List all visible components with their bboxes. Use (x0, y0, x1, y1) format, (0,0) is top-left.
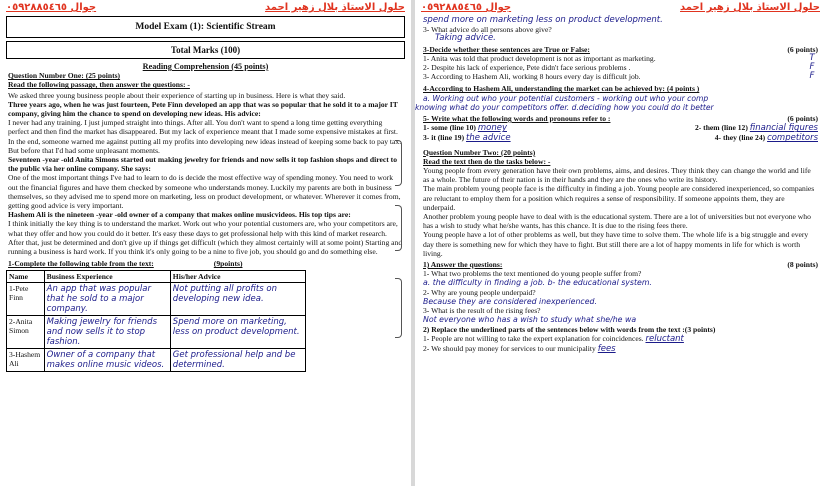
handwritten-answer: Because they are considered inexperienced. (423, 296, 597, 306)
header-experience: Business Experience (44, 271, 170, 283)
q5-answer: financial figures (749, 123, 818, 134)
total-marks: Total Marks (100) (6, 41, 405, 59)
passage-p3: I never had any training. I just jumped straight into things. After all. You don't want to spend a long time getting everything perfect and then find the market has disappeared. But my lack of experience meant that I made some expensive mistakes at first. In the end, someone warned me against putting all my profits into developing new ideas instead of keeping some back to pay tax. But before that I'd had some unpleasant moments. (8, 118, 402, 155)
row-name: 3-Hashem Ali (7, 349, 45, 372)
passage-p5: One of the most important things I've had to learn to do is decide the most effective way of spending money. You need to work out the financial figures and have them checked by someone who understands money. Luckily my parents are both in business themselves, so they advised me to spend more on marketing, less on product development, or whatever. Wherever it comes from, getting good advice is very important. (8, 173, 401, 211)
question-5: 5- Write what the following words and pronouns refer to : (423, 114, 611, 124)
row-advice: Spend more on marketing, less on product development. (170, 316, 305, 349)
tf-statement: 1- Anita was told that product development is not as important as marketing. (423, 53, 656, 63)
teacher-name: حلول الاستاذ بلال زهير احمد (680, 2, 820, 13)
answer-question: 1- What two problems the text mentioned do young people suffer from? (423, 269, 642, 279)
handwritten-answer: Not everyone who has a wish to study what she/he wa (423, 315, 637, 325)
passage-p4: Seventeen -year -old Anita Simons started out making jewelry for friends and now sells it top fashion shops and direct to the public via her online company. She says: (8, 155, 397, 174)
margin-bracket (395, 278, 402, 338)
passage-p1: We asked three young business people about their experience of starting up in business. Here is what they said. (8, 90, 346, 100)
q5-row (423, 133, 818, 143)
margin-bracket (395, 205, 402, 251)
answer-question: 3- What is the result of the rising fees? (423, 306, 541, 316)
row-name: 1-Pete Finn (7, 283, 45, 316)
replace-sentence: 1- People are not willing to take the expert explanation for coincidences. (423, 333, 644, 343)
table-question (8, 259, 403, 268)
margin-bracket (395, 140, 402, 186)
q5-label: 2- them (line 12) (694, 123, 748, 133)
phone-number: جوال ٠٥٩٢٨٨٥٤٦٥ (421, 2, 512, 13)
answer-question: 2- Why are young people underpaid? (423, 287, 536, 297)
q2-title: Question Number Two: (20 points) (423, 147, 536, 157)
row-name: 2-Anita Simon (7, 316, 45, 349)
experience-table (6, 270, 306, 372)
tf-title-row (423, 45, 818, 54)
answer-points: (8 points) (787, 260, 818, 270)
question-4: 4-According to Hashem Ali, understanding the market can be achieved by: (4 points ) (423, 84, 700, 94)
tf-title: 3-Decide whether these sentences are True or False: (423, 44, 590, 54)
replace-item (423, 344, 818, 354)
tf-answer: F (809, 71, 815, 82)
q1-instruction: Read the following passage, then answer the questions: - (8, 80, 190, 90)
q5-label: 1- some (line 10) (423, 123, 476, 133)
replace-answer: reluctant (645, 333, 684, 344)
phone-number: جوال ٠٥٩٢٨٨٥٤٦٥ (6, 2, 97, 13)
right-page (415, 0, 826, 486)
q5-title-row (423, 114, 818, 123)
row-experience: An app that was popular that he sold to a major company. (44, 283, 170, 316)
replace-title: 2) Replace the underlined parts of the sentences below with words from the text :(3 points) (423, 324, 716, 334)
tf-statement: 2- Despite his lack of experience, Pete didn't face serious problems . (423, 63, 631, 73)
tf-points: (6 points) (787, 44, 818, 54)
tf-answer: F (809, 62, 815, 73)
q5-item (423, 123, 507, 133)
handwritten-answer: Taking advice. (435, 33, 496, 44)
q1-title: Question Number One: (25 points) (8, 71, 121, 81)
teacher-name: حلول الاستاذ بلال زهير احمد (265, 2, 405, 13)
row-advice: Not putting all profits on developing new idea. (170, 283, 305, 316)
handwritten-answer: spend more on marketing less on product development. (423, 15, 663, 25)
table-question-text: 1-Complete the following table from the text: (8, 259, 154, 269)
row-experience: Making jewelry for friends and now sells it to stop fashion. (44, 316, 170, 349)
handwritten-answer: a. the difficulty in finding a job. b- the educational system. (423, 278, 652, 288)
header-advice: His/her Advice (170, 271, 305, 283)
question-3: 3- What advice do all persons above give? (423, 25, 552, 35)
passage-p7: I think initially the key thing is to understand the market. Work out who your potential customers are, who your competitors are, what they offer and how you could do it better. It's easy these days to get professional help with this kind of market research. After that, just be determined and don't give up if things get difficult (which they almost certainly will at some point) Starting and running a business is hard work. If you think it's only going to be a nine to five job, you should go and do something else. (8, 219, 403, 257)
answer-title-row (423, 260, 818, 269)
tf-item (423, 63, 818, 72)
passage-r1: Young people from every generation have their own problems, aims, and desires. They think they can change the world and life as a whole. The future of their nation is in their hands and they are the ones who write its history. (423, 166, 811, 185)
q5-answer: the advice (466, 133, 511, 144)
row-advice: Get professional help and be determined. (170, 349, 305, 372)
tf-answer: T (809, 52, 815, 63)
row-experience: Owner of a company that makes online music videos. (44, 349, 170, 372)
replace-item (423, 334, 818, 344)
q5-answer: competitors (767, 133, 818, 144)
q5-row (423, 123, 818, 133)
header-name: Name (7, 271, 45, 283)
exam-title: Model Exam (1): Scientific Stream (6, 16, 405, 38)
q5-label: 3- it (line 19) (423, 133, 465, 143)
q5-item (715, 133, 818, 143)
right-header (415, 0, 826, 16)
handwritten-answer: a. Working out who your potential customers - working out who your comp (423, 93, 709, 103)
table-row (7, 349, 306, 372)
replace-sentence: 2- We should pay money for services to our municipality (423, 343, 596, 353)
replace-answer: fees (597, 343, 616, 354)
q5-answer: money (477, 123, 507, 134)
table-question-points: (9points) (213, 259, 243, 269)
table-row (7, 316, 306, 349)
answer-title: 1) Answer the questions: (423, 260, 503, 270)
q5-label: 4- they (line 24) (714, 133, 766, 143)
passage-p2: Three years ago, when he was just fourteen, Pete Finn developed an app that was so popular that he sold it to a major IT company, giving him the chance to spend on developing new ideas. His advice: (8, 99, 398, 119)
table-row (7, 283, 306, 316)
q5-points: (6 points) (787, 114, 818, 124)
table-header-row (7, 271, 306, 283)
handwritten-answer: knowing what do your competitors offer. d.deciding how you could do it better (415, 102, 714, 112)
tf-statement: 3- According to Hashem Ali, working 8 hours every day is difficult job. (423, 72, 641, 82)
section-title: Reading Comprehension (45 points) (142, 62, 269, 71)
tf-item (423, 72, 818, 81)
q5-item (423, 133, 511, 143)
q2-instruction: Read the text then do the tasks below: - (423, 156, 551, 166)
passage-r2: The main problem young people face is the difficulty in finding a job. Young people are considered inexperienced, so companies are reluctant to employ them for a position which requires a sense of responsibility. If someone appoints them, they are underpaid. (423, 184, 815, 212)
passage-r3: Another problem young people have to deal with is the educational system. There are a lot of universities but not everyone who has a wish to study what he/she wants, has this chance. It is due to the rising fees there. (423, 212, 811, 231)
left-page (0, 0, 411, 486)
left-header (0, 0, 411, 16)
q5-item (695, 123, 818, 133)
tf-item (423, 54, 818, 63)
passage-p6: Hashem Ali is the nineteen -year -old owner of a company that makes online musicvideos. His top tips are: (8, 210, 351, 220)
passage-r4: Young people have a lot of other problems as well, but they have time to solve them. The whole life is a big struggle and every day there is something new for which they have to fight. But still there are a lot of happy moments in life for which is worth living. (423, 230, 809, 258)
